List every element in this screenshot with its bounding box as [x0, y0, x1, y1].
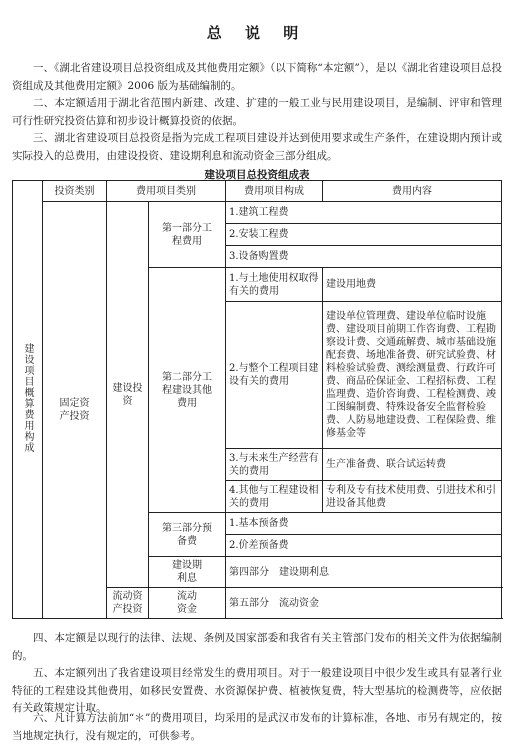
part1-label: 第一部分工程费用 [162, 222, 212, 247]
interest-cell [149, 557, 226, 588]
part2-item-4: 4.其他与工程建设相关的费用 [226, 481, 323, 513]
part3-label: 第三部分预备费 [162, 522, 212, 547]
part1-item-3: 3.设备购置费 [226, 246, 502, 268]
part3-item-1: 1.基本预备费 [226, 513, 502, 535]
part1-cell [149, 202, 226, 268]
investment-composition-table [12, 180, 502, 619]
part3-cell [149, 513, 226, 557]
part1-item-2: 2.安装工程费 [226, 224, 502, 246]
part2-item-2: 2.与整个工程项目建设有关的费用 [226, 302, 323, 449]
paragraph-4: 四、本定额是以现行的法律、法规、条例及国家部委和我省有关主管部门发布的相关文件为依据编制的。 [12, 632, 502, 662]
paragraph-2: 二、本定额适用于湖北省范围内新建、改建、扩建的一般工业与民用建设项目，是编制、评审和管理可行性研究投资估算和初步设计概算投资的依据。 [12, 97, 502, 127]
root-category-cell [13, 181, 43, 619]
part1-item-1: 1.建筑工程费 [226, 202, 502, 224]
part2-cell [149, 268, 226, 513]
header-fee-content: 费用内容 [323, 181, 502, 202]
working-capital-cell [149, 588, 226, 619]
working-capital-label: 流动资金 [177, 591, 197, 615]
paragraph-5: 五、本定额列出了我省建设项目经常发生的费用项目。对于一般建设项目中很少发生或具有显著行业特征的工程建设其他费用，如移民安置费、水资源保护费、植被恢复费，特大型基坑的检测费等，应依据有关政策规定计取。 [12, 667, 502, 714]
working-capital-part: 第五部分 流动资金 [226, 588, 502, 619]
fixed-asset-label: 固定资产投资 [59, 398, 90, 422]
part2-content-2: 建设单位管理费、建设单位临时设施费、建设项目前期工作咨询费、工程勘察设计费、交通疏解费、城市基础设施配套费、场地准备费、研究试验费、材料检验试验费、测绘测量费、行政许可费、商品砼保证金、工程招标费、工程监理费、造价咨询费、工程检测费、竣工图编制费、特殊设备安全监督检验费、人防易地建设费、工程保险费、维修基金等 [323, 302, 502, 449]
part2-content-4: 专利及专有技术使用费、引进技术和引进设备其他费 [323, 481, 502, 513]
root-category-label: 建设项目概算费用构成 [22, 342, 33, 453]
page-title: 总 说 明 [206, 24, 308, 42]
current-asset-cell: 流动资产投资 [107, 588, 149, 619]
header-fee-project-type: 费用项目类别 [107, 181, 226, 202]
part2-item-1: 1.与土地使用权取得有关的费用 [226, 268, 323, 302]
part2-label: 第二部分工程建设其他费用 [162, 371, 212, 409]
paragraph-3: 三、湖北省建设项目总投资是指为完成工程项目建设并达到使用要求或生产条件，在建设期内预计或实际投入的总费用，由建设投资、建设期利息和流动资金三部分组成。 [12, 132, 502, 162]
header-investment-type: 投资类别 [43, 181, 107, 202]
part3-item-2: 2.价差预备费 [226, 535, 502, 557]
paragraph-1: 一、《湖北省建设项目总投资组成及其他费用定额》（以下简称“本定额”），是以《湖北省建设项目总投资组成及其他费用定额》2006 版为基础编制的。 [12, 62, 502, 92]
construction-investment-label: 建设投资 [112, 382, 143, 407]
paragraph-6: 六、凡计算方法前加“＊”的费用项目，均采用的是武汉市发布的计算标准，各地、市另有规定的，按当地规定执行，没有规定的，可供参考。 [12, 712, 502, 742]
part2-item-3: 3.与未来生产经营有关的费用 [226, 449, 323, 481]
part2-content-3: 生产准备费、联合试运转费 [323, 449, 502, 481]
table-caption: 建设项目总投资组成表 [204, 169, 310, 181]
interest-label: 建设期利息 [172, 560, 202, 584]
fixed-asset-cell [43, 202, 107, 619]
header-fee-composition: 费用项目构成 [226, 181, 323, 202]
construction-investment-cell [107, 202, 149, 588]
interest-part: 第四部分 建设期利息 [226, 557, 502, 588]
part2-content-1: 建设用地费 [323, 268, 502, 302]
